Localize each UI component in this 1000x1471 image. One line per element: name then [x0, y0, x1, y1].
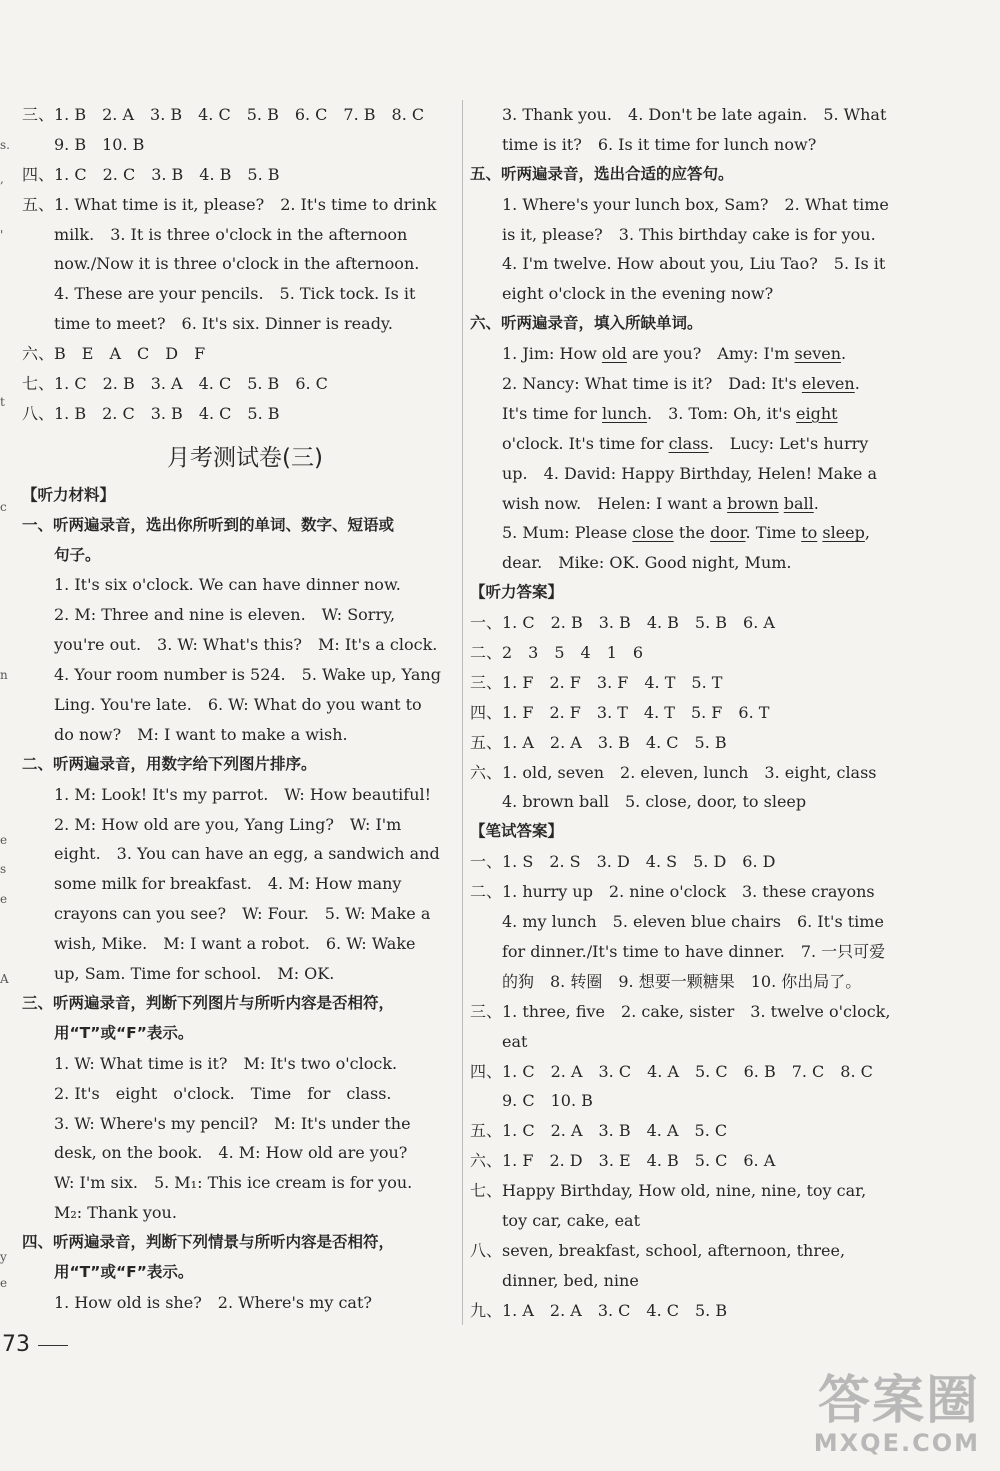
script-line: dear. Mike: OK. Good night, Mum.	[502, 553, 792, 573]
right-column	[470, 100, 910, 1326]
script-line: 2. M: How old are you, Yang Ling? W: I'm	[54, 814, 402, 834]
text: . Lucy: Let's hurry	[708, 433, 869, 453]
script-line: crayons can you see? W: Four. 5. W: Make a	[54, 904, 431, 924]
text: 5. Mum: Please	[502, 523, 633, 543]
text: ,	[864, 523, 870, 543]
filled-word: eight	[796, 403, 838, 423]
answer-line: 三、1. B 2. A 3. B 4. C 5. B 6. C 7. B 8. C	[22, 105, 425, 124]
question-heading: 二、听两遍录音，用数字给下列图片排序。	[22, 754, 317, 773]
text: It's time for	[502, 403, 603, 423]
script-line: wish, Mike. M: I want a robot. 6. W: Wake	[54, 934, 416, 954]
fill-line	[470, 429, 910, 459]
script-line: 1. Where's your lunch box, Sam? 2. What time	[502, 194, 889, 214]
answer-line: time to meet? 6. It's six. Dinner is ready.	[54, 314, 393, 334]
column-divider	[462, 100, 463, 1325]
filled-word: door	[710, 523, 746, 543]
answer-line: 七、1. C 2. B 3. A 4. C 5. B 6. C	[22, 374, 328, 394]
question-heading: 三、听两遍录音，判断下列图片与所听内容是否相符，	[22, 993, 395, 1012]
answer-line: 四、1. C 2. C 3. B 4. B 5. B	[22, 164, 280, 184]
fill-line	[470, 339, 910, 369]
text: wish now. Helen: I want a	[502, 493, 728, 513]
text: .	[813, 493, 819, 513]
script-line: time is it? 6. Is it time for lunch now?	[502, 134, 817, 154]
question-heading: 四、听两遍录音，判断下列情景与所听内容是否相符，	[22, 1233, 395, 1252]
filled-word: seven	[794, 344, 842, 364]
answer-line: 4. my lunch 5. eleven blue chairs 6. It's time	[502, 912, 884, 932]
script-line: W: I'm six. 5. M₁: This ice cream is for you.	[54, 1173, 413, 1193]
script-line: M₂: Thank you.	[54, 1203, 177, 1223]
text: the	[673, 523, 711, 543]
answer-line: 9. B 10. B	[54, 134, 145, 154]
filled-word: class	[668, 433, 709, 453]
answer-line: 4. brown ball 5. close, door, to sleep	[502, 792, 807, 812]
answer-line: 4. These are your pencils. 5. Tick tock. Is it	[54, 284, 416, 304]
answer-line: toy car, cake, eat	[502, 1210, 641, 1230]
answer-line: 一、1. S 2. S 3. D 4. S 5. D 6. D	[470, 852, 776, 872]
script-line: some milk for breakfast. 4. M: How many	[54, 874, 402, 894]
answer-line: dinner, bed, nine	[502, 1270, 639, 1290]
answer-line: 三、1. three, five 2. cake, sister 3. twelve o'clock,	[470, 1001, 891, 1021]
fill-line	[470, 489, 910, 519]
fill-line	[470, 369, 910, 399]
script-line: 1. W: What time is it? M: It's two o'clock.	[54, 1053, 398, 1073]
text: .	[854, 374, 860, 394]
script-line: 2. M: Three and nine is eleven. W: Sorry,	[54, 605, 396, 625]
question-heading: 五、听两遍录音，选出合适的应答句。	[470, 164, 734, 183]
answer-line: 六、1. F 2. D 3. E 4. B 5. C 6. A	[470, 1151, 776, 1171]
answer-line: milk. 3. It is three o'clock in the afternoon	[54, 224, 408, 244]
answer-line: 五、1. C 2. A 3. B 4. A 5. C	[470, 1121, 728, 1141]
script-line: eight o'clock in the evening now?	[502, 284, 774, 304]
filled-word: old	[601, 344, 627, 364]
filled-word: eleven	[801, 374, 855, 394]
question-heading: 句子。	[54, 545, 101, 564]
filled-word: ball	[783, 493, 814, 513]
section-heading: 【笔试答案】	[470, 822, 564, 841]
page-number	[2, 1332, 68, 1357]
answer-line: 的狗 8. 转圈 9. 想要一颗糖果 10. 你出局了。	[502, 971, 862, 991]
script-line: you're out. 3. W: What's this? M: It's a clock.	[54, 635, 438, 655]
text: 1. Jim: How	[502, 344, 602, 364]
script-line: 1. M: Look! It's my parrot. W: How beautiful!	[54, 784, 432, 804]
answer-line: 六、B E A C D F	[22, 344, 206, 364]
script-line: 3. Thank you. 4. Don't be late again. 5. What	[502, 105, 887, 124]
filled-word: close	[632, 523, 674, 543]
script-line: do now? M: I want to make a wish.	[54, 724, 348, 744]
answer-line: 9. C 10. B	[502, 1091, 593, 1111]
answer-line: 三、1. F 2. F 3. F 4. T 5. T	[470, 672, 723, 692]
answer-line: 七、Happy Birthday, How old, nine, nine, toy car,	[470, 1181, 867, 1201]
script-line: 3. W: Where's my pencil? M: It's under the	[54, 1113, 411, 1133]
script-line: 4. Your room number is 524. 5. Wake up, Yang	[54, 665, 441, 685]
answer-line: 九、1. A 2. A 3. C 4. C 5. B	[470, 1300, 728, 1320]
filled-word: brown	[727, 493, 779, 513]
answer-line: 二、2 3 5 4 1 6	[470, 643, 644, 663]
answer-line: 二、1. hurry up 2. nine o'clock 3. these crayons	[470, 882, 875, 902]
question-heading: 用“T”或“F”表示。	[54, 1023, 194, 1042]
question-heading: 六、听两遍录音，填入所缺单词。	[470, 314, 703, 333]
page-number-dash	[38, 1345, 68, 1346]
fill-line	[470, 518, 910, 548]
left-column	[22, 100, 458, 1318]
section-heading: 【听力答案】	[470, 583, 564, 602]
section-heading: 【听力材料】	[22, 485, 116, 504]
answer-line: eat	[502, 1031, 528, 1051]
text: o'clock. It's time for	[502, 433, 669, 453]
answer-line: now./Now it is three o'clock in the afternoon.	[54, 254, 420, 274]
fill-line	[470, 399, 910, 429]
answer-line: 四、1. C 2. A 3. C 4. A 5. C 6. B 7. C 8. C	[470, 1061, 873, 1081]
answer-line: 八、1. B 2. C 3. B 4. C 5. B	[22, 403, 280, 423]
text: are you? Amy: I'm	[626, 344, 795, 364]
answer-line: 六、1. old, seven 2. eleven, lunch 3. eight, class	[470, 762, 877, 782]
answer-line: 五、1. A 2. A 3. B 4. C 5. B	[470, 732, 727, 752]
page-number-text: 73	[2, 1332, 30, 1357]
script-line: desk, on the book. 4. M: How old are you?	[54, 1143, 408, 1163]
answer-line: 五、1. What time is it, please? 2. It's time to drink	[22, 194, 437, 214]
script-line: 2. It's eight o'clock. Time for class.	[54, 1083, 392, 1103]
script-line: 4. I'm twelve. How about you, Liu Tao? 5. Is it	[502, 254, 886, 274]
script-line: is it, please? 3. This birthday cake is for you.	[502, 224, 876, 244]
script-line: up. 4. David: Happy Birthday, Helen! Make a	[502, 463, 877, 483]
question-heading: 用“T”或“F”表示。	[54, 1262, 194, 1281]
answer-line: 八、seven, breakfast, school, afternoon, three,	[470, 1240, 846, 1260]
script-line: Ling. You're late. 6. W: What do you want to	[54, 695, 422, 715]
answer-line: 一、1. C 2. B 3. B 4. B 5. B 6. A	[470, 613, 775, 633]
answer-line: 四、1. F 2. F 3. T 4. T 5. F 6. T	[470, 702, 770, 722]
filled-word: lunch	[602, 403, 648, 423]
question-heading: 一、听两遍录音，选出你所听到的单词、数字、短语或	[22, 515, 395, 534]
script-line: 1. How old is she? 2. Where's my cat?	[54, 1292, 372, 1312]
text: 2. Nancy: What time is it? Dad: It's	[502, 374, 802, 394]
watermark-logo: 答案圈	[817, 1371, 980, 1431]
text: . 3. Tom: Oh, it's	[647, 403, 797, 423]
script-line: 1. It's six o'clock. We can have dinner now.	[54, 575, 401, 595]
text: . Time	[745, 523, 802, 543]
answer-line: for dinner./It's time to have dinner. 7. 一只可爱	[502, 941, 886, 961]
text: .	[841, 344, 847, 364]
script-line: eight. 3. You can have an egg, a sandwich and	[54, 844, 440, 864]
watermark	[814, 1373, 980, 1457]
section-title: 月考测试卷(三)	[167, 444, 323, 471]
watermark-domain: MXQE.COM	[813, 1429, 980, 1457]
filled-word: to	[801, 523, 818, 543]
filled-word: sleep	[822, 523, 865, 543]
script-line: up, Sam. Time for school. M: OK.	[54, 964, 335, 984]
